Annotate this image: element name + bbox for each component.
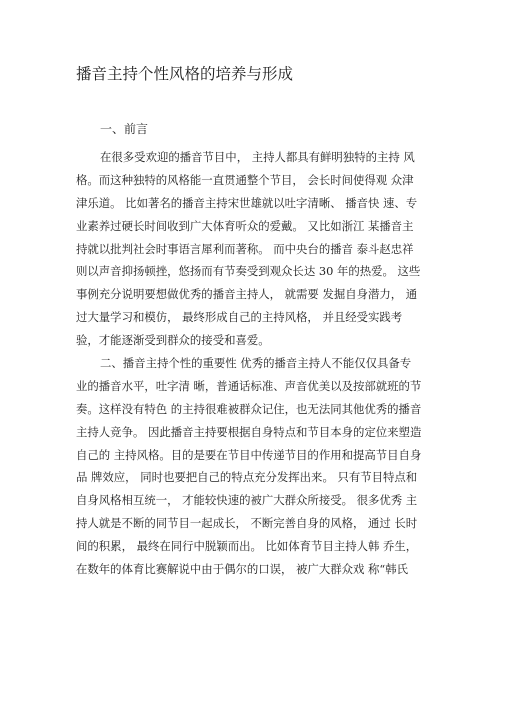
- text-line: 在很多受欢迎的播音节目中， 主持人都具有鲜明独特的主持 风: [100, 150, 415, 164]
- text-line: 品 牌效应， 同时也要把自己的特点充分发挥出来。 只有节目特点和: [76, 470, 418, 485]
- text-line: 持人就是不断的同节目一起成长， 不断完善自身的风格， 通过 长时: [76, 516, 418, 531]
- section-heading: 一、前言: [100, 122, 149, 136]
- text-line: 验，才能逐渐受到群众的接受和喜爱。: [76, 333, 270, 348]
- text-line: 自身风格相互统一， 才能较快速的被广大群众所接受。 很多优秀 主: [76, 493, 418, 508]
- text-line: 奏。这样没有特色 的主持很难被群众记住，也无法同其他优秀的播音: [76, 401, 422, 416]
- text-line: 事例充分说明要想做优秀的播音主持人， 就需要 发掘自身潜力， 通: [76, 287, 418, 302]
- text-line: 自己的 主持风格。目的是要在节目中传递节目的作用和提高节目自身: [76, 447, 422, 462]
- text-line: 间的积累， 最终在同行中脱颖而出。 比如体育节目主持人韩 乔生，: [76, 539, 418, 554]
- text-line: 在数年的体育比赛解说中由于偶尔的口误， 被广大群众戏 称“韩氏: [76, 562, 409, 577]
- document-title: 播音主持个性风格的培养与形成: [76, 65, 294, 83]
- text-line: 二、播音主持个性的重要性 优秀的播音主持人不能仅仅具备专: [100, 356, 412, 371]
- text-line: 则以声音抑扬顿挫，悠扬而有节奏受到观众长达 30 年的热爱。 这些: [76, 264, 421, 279]
- text-line: 津乐道。 比如著名的播音主持宋世雄就以吐字清晰、 播音快 速、专: [76, 195, 418, 210]
- text-line: 业素养过硬长时间收到广大体育听众的爱戴。 又比如浙江 某播音主: [76, 218, 414, 233]
- text-line: 格。而这种独特的风格能一直贯通整个节目， 会长时间使得观 众津: [76, 172, 414, 187]
- text-line: 持就以批判社会时事语言犀利而著称。 而中央台的播音 泰斗赵忠祥: [76, 241, 414, 256]
- body-text: [76, 146, 436, 581]
- text-line: 业的播音水平，吐字清 晰，普通话标准、声音优美以及按部就班的节: [76, 378, 422, 393]
- text-line: 过大量学习和模仿， 最终形成自己的主持风格， 并且经受实践考: [76, 310, 403, 325]
- text-line: 主持人竞争。 因此播音主持要根据自身特点和节目本身的定位来塑造: [76, 424, 422, 439]
